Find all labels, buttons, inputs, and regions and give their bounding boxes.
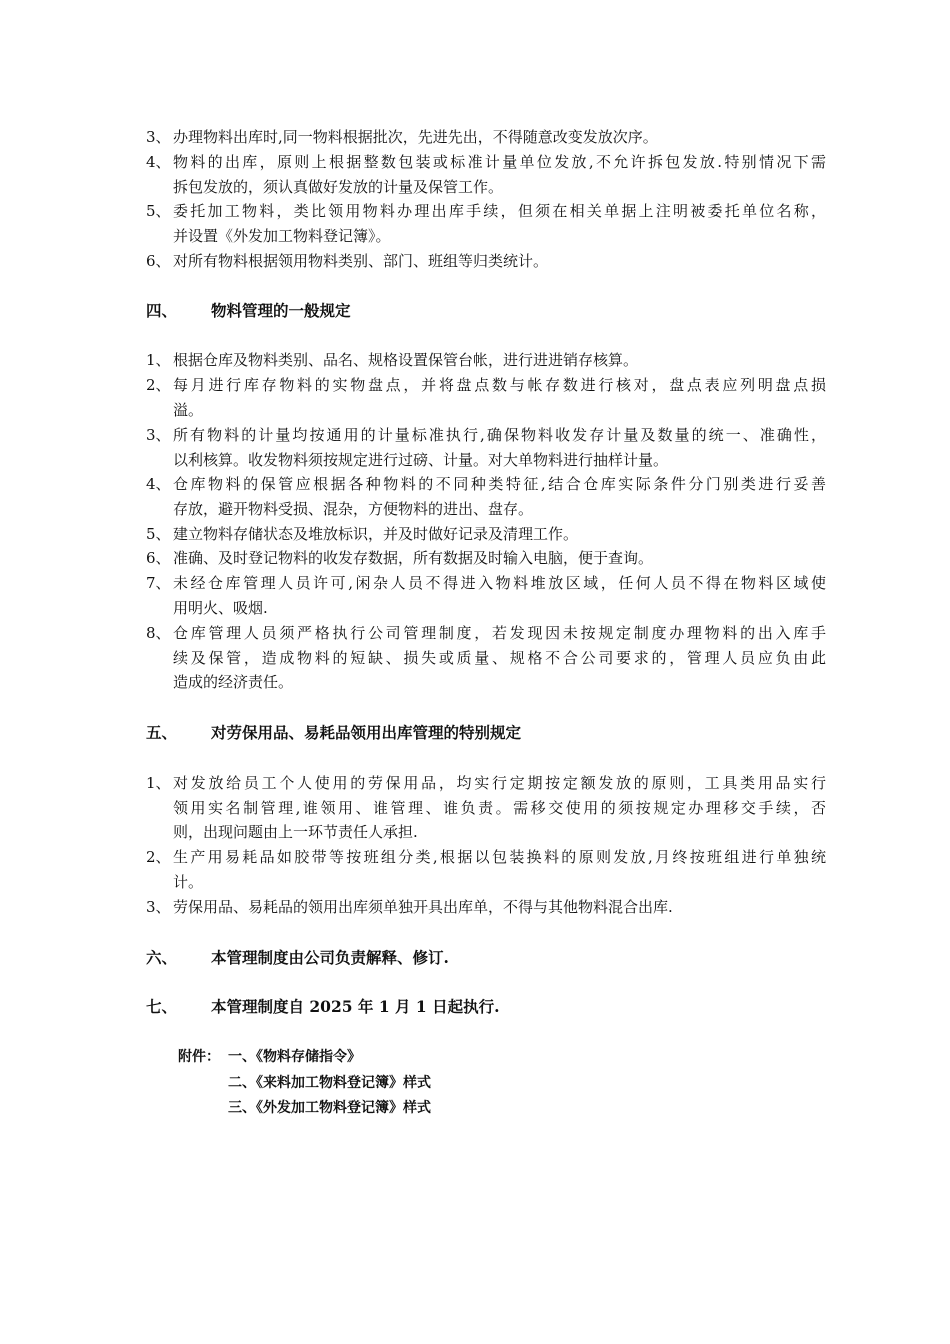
item-line: 对发放给员工个人使用的劳保用品，均实行定期按定额发放的原则，工具类用品实行 [173,774,826,792]
item-number: 5、 [146,202,171,220]
item-line: 以利核算。收发物料须按规定进行过磅、计量。对大单物料进行抽样计量。 [173,450,669,469]
list-item [146,423,826,472]
item-number: 3、 [146,426,171,444]
section-heading [146,996,499,1018]
item-line: 存放，避开物料受损、混杂，方便物料的进出、盘存。 [173,499,534,518]
item-number: 6、 [146,252,171,270]
item-number: 2、 [146,848,171,866]
section-title: 物料管理的一般规定 [211,301,351,320]
item-line: 拆包发放的，须认真做好发放的计量及保管工作。 [173,177,504,196]
item-line: 物料的出库，原则上根据整数包装或标准计量单位发放,不允许拆包发放.特别情况下需 [173,153,826,171]
item-number: 8、 [146,624,171,642]
item-line: 建立物料存储状态及堆放标识，并及时做好记录及清理工作。 [173,525,579,543]
section-title: 本管理制度自 2025 年 1 月 1 日起执行. [211,997,500,1016]
list-item [146,771,826,845]
item-number: 1、 [146,351,171,369]
item-number: 4、 [146,475,171,493]
item-number: 3、 [146,128,171,146]
attachment-item: 二、《来料加工物料登记簿》样式 [228,1075,431,1091]
list-item [146,895,826,920]
item-line: 每月进行库存物料的实物盘点，并将盘点数与帐存数进行核对，盘点表应列明盘点损 [173,376,826,394]
item-line: 劳保用品、易耗品的领用出库须单独开具出库单，不得与其他物料混合出库. [173,898,673,916]
section-heading [146,947,449,969]
attachments-label: 附件： [178,1049,220,1065]
item-line: 所有物料的计量均按通用的计量标准执行,确保物料收发存计量及数量的统一、准确性， [173,426,826,444]
item-line: 办理物料出库时,同一物料根据批次，先进先出，不得随意改变发放次序。 [173,128,658,146]
item-line: 生产用易耗品如胶带等按班组分类,根据以包装换料的原则发放,月终按班组进行单独统 [173,848,826,866]
section-number: 五、 [146,723,178,742]
list-item [146,348,826,373]
section-title: 对劳保用品、易耗品领用出库管理的特别规定 [211,723,522,742]
section-heading [146,300,351,322]
item-line: 准确、及时登记物料的收发存数据，所有数据及时输入电脑，便于查询。 [173,549,654,567]
item-number: 4、 [146,153,171,171]
item-number: 1、 [146,774,171,792]
attachment-item: 三、《外发加工物料登记簿》样式 [228,1100,431,1116]
list-item [146,472,826,521]
item-line: 造成的经济责任。 [173,673,294,692]
list-item [146,845,826,894]
item-line: 溢。 [173,400,204,419]
list-item [146,125,826,150]
item-line: 并设置《外发加工物料登记簿》。 [173,226,391,245]
item-number: 5、 [146,525,171,543]
item-line: 用明火、吸烟. [173,598,268,617]
list-item [146,621,826,695]
section-number: 七、 [146,997,178,1016]
item-line: 领用实名制管理,谁领用、谁管理、谁负责。需移交使用的须按规定办理移交手续，否 [173,798,826,817]
list-item [146,150,826,199]
item-line: 未经仓库管理人员许可,闲杂人员不得进入物料堆放区域，任何人员不得在物料区域使 [173,574,826,592]
section-title: 本管理制度由公司负责解释、修订. [211,948,449,967]
list-item [146,522,826,547]
item-line: 根据仓库及物料类别、品名、规格设置保管台帐，进行进进销存核算。 [173,351,639,369]
item-line: 对所有物料根据领用物料类别、部门、班组等归类统计。 [173,252,549,270]
list-item [146,199,826,248]
item-line: 仓库管理人员须严格执行公司管理制度，若发现因未按规定制度办理物料的出入库手 [173,624,826,642]
list-item [146,373,826,422]
list-item [146,571,826,620]
item-line: 续及保管，造成物料的短缺、损失或质量、规格不合公司要求的，管理人员应负由此 [173,648,826,667]
attachment-item: 一、《物料存储指令》 [228,1049,361,1065]
item-number: 3、 [146,898,171,916]
section-number: 六、 [146,948,178,967]
section-number: 四、 [146,301,178,320]
item-line: 计。 [173,872,204,891]
item-line: 仓库物料的保管应根据各种物料的不同种类特征,结合仓库实际条件分门别类进行妥善 [173,475,826,493]
list-item [146,249,826,274]
item-line: 则，出现问题由上一环节责任人承担. [173,823,418,842]
item-number: 2、 [146,376,171,394]
list-item [146,546,826,571]
item-line: 委托加工物料，类比领用物料办理出库手续，但须在相关单据上注明被委托单位名称， [173,202,826,220]
item-number: 7、 [146,574,171,592]
item-number: 6、 [146,549,171,567]
section-heading [146,722,521,744]
